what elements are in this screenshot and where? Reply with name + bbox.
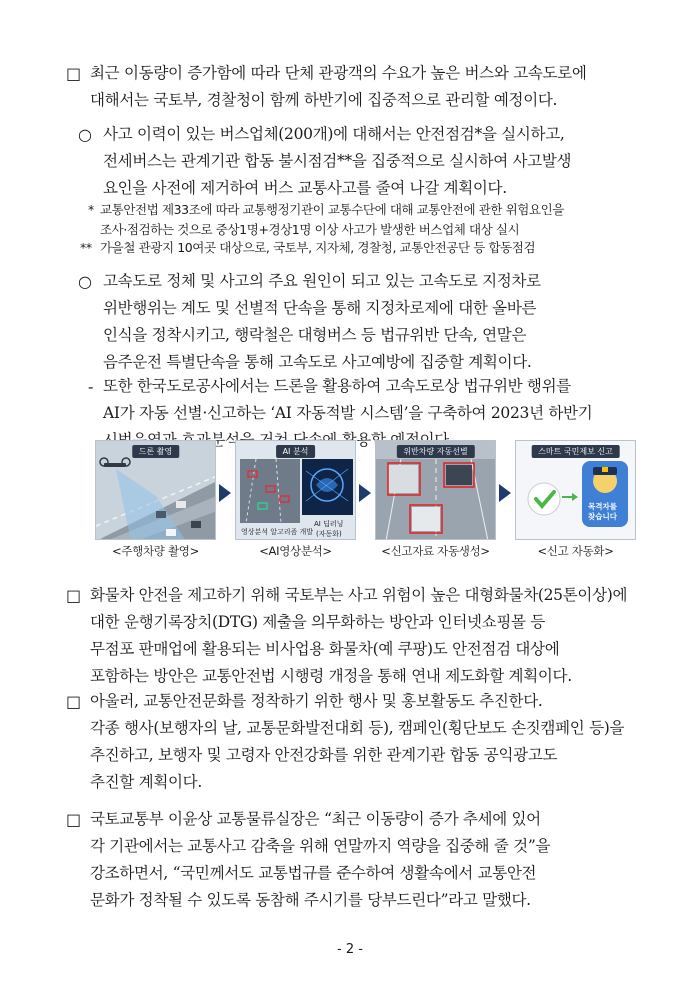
bullet-square: □	[66, 586, 82, 605]
bullet-square: □	[66, 810, 82, 829]
footnote-joint-inspection	[100, 238, 535, 258]
text-line: 음주운전 특별단속을 통해 고속도로 사고예방에 집중할 계획이다.	[103, 353, 532, 371]
label-automation: (자동화)	[316, 530, 342, 538]
text-line: 문화가 정착될 수 있도록 동참해 주시기를 당부드린다”라고 말했다.	[90, 891, 531, 909]
caption-report-generation: <신고자료 자동생성>	[381, 544, 490, 558]
footnote-marker: **	[80, 240, 92, 255]
text-line: 추진하고, 보행자 및 고령자 안전강화를 위한 관계기관 합동 공익광고도	[90, 746, 558, 764]
text-line: 무점포 판매업에 활용되는 비사업용 화물차(예 쿠팡)도 안전점검 대상에	[90, 640, 560, 658]
text-line: 조사·점검하는 것으로 중상1명+경상1명 이상 사고가 발생한 버스업체 대상 실시	[100, 222, 520, 237]
arrow-right-icon	[359, 484, 371, 502]
panel-header: AI 분석	[276, 445, 316, 458]
text-line: 대한 운행기록장치(DTG) 제출을 의무화하는 방안과 인터넷쇼핑몰 등	[90, 613, 546, 631]
text-line: 요인을 사전에 제거하여 버스 교통사고를 줄여 나갈 계획이다.	[103, 179, 507, 197]
text-line: 화물차 안전을 제고하기 위해 국토부는 사고 위험이 높은 대형화물차(25톤이상)에	[90, 586, 628, 604]
text-line: 강조하면서, “국민께서도 교통법규를 준수하여 생활속에서 교통안전	[90, 864, 537, 882]
label-witness: 목격자를	[588, 502, 617, 511]
text-line: 효과분석을 활용할	[180, 431, 386, 449]
paragraph-safety-culture	[90, 688, 624, 796]
text-line: 전세버스는 관계기관 합동 불시점검**을 집중적으로 실시하여 사고발생	[103, 152, 572, 170]
panel-ai-analysis	[235, 440, 356, 540]
caption-drone: <주행차량 촬영>	[112, 544, 199, 558]
text-line: 또한 한국도로공사에서는 드론을 활용하여 고속도로상 법규위반 행위를	[103, 377, 571, 395]
paragraph-truck-safety	[90, 582, 627, 690]
text-line: 인식을 정착시키고, 행락철은 대형버스 등 법규위반 단속, 연말은	[103, 326, 527, 344]
label-algorithm: 영상분석 알고리즘 개발	[241, 528, 314, 536]
footnote-safety-inspection	[100, 200, 564, 240]
caption-report-automation: <신고 자동화>	[537, 544, 614, 558]
panel-drone-filming	[95, 440, 216, 540]
text-line: 교통안전법 제33조에 따라 교통행정기관이 교통수단에 대해 교통안전에 관한 위험요인을	[100, 202, 564, 217]
label-deep-learning: AI 딥러닝	[314, 520, 344, 528]
bullet-dash: -	[88, 377, 94, 396]
bullet-square: □	[66, 692, 82, 711]
panel-header: 위반차량 자동선별	[396, 445, 474, 458]
ai-detection-process-figure	[95, 440, 640, 560]
text-line: 각 기관에서는 교통사고 감축을 위해 연말까지 역량을 집중해 줄 것”을	[90, 837, 551, 855]
text-line: 위반행위는 계도 및 선별적 단속을 통해 지정차로제에 대한 올바른	[103, 299, 537, 317]
label-looking-for: 찾습니다	[588, 512, 617, 521]
paragraph-bus-highway	[90, 60, 587, 114]
text-line: AI가 자동 선별·신고하는 ‘AI 자동적발 시스템’을 구축하여 2023년 하반기	[103, 404, 593, 422]
bullet-square: □	[66, 64, 82, 83]
text-line: 각종 행사(보행자의 날, 교통문화발전대회 등), 캠페인(횡단보도 손짓캠페인 등)을	[90, 719, 625, 737]
panel-header: 스마트 국민제보 신고	[531, 445, 620, 458]
text-line: 가을철 관광지 10여곳 대상으로, 국토부, 지자체, 경찰청, 교통안전공단 등 합동점검	[100, 240, 536, 255]
paragraph-director-statement	[90, 806, 550, 914]
arrow-right-icon	[219, 484, 231, 502]
panel-violation-selection	[375, 440, 496, 540]
text-line: 고속도로 정체 및 사고의 주요 원인이 되고 있는 고속도로 지정차로	[103, 272, 541, 290]
text-line: 추진할 계획이다.	[90, 773, 202, 791]
text-line: 사고 이력이 있는 버스업체(200개)에 대해서는 안전점검*을 실시하고,	[103, 125, 565, 143]
paragraph-highway-lane	[103, 268, 541, 376]
caption-ai-analysis: <AI영상분석>	[259, 544, 332, 558]
panel-smart-report	[515, 440, 636, 540]
panel-header: 드론 촬영	[132, 445, 179, 458]
text-line: 최근 이동량이 증가함에 따라 단체 관광객의 수요가 높은 버스와 고속도로에	[90, 64, 587, 82]
text-line: 포함하는 방안은 교통안전법 시행령 개정을 통해 연내 제도화할 계획이다.	[90, 667, 572, 685]
bullet-circle: ○	[78, 125, 92, 144]
arrow-right-icon	[499, 484, 511, 502]
bullet-circle: ○	[78, 272, 92, 291]
text-line: 아울러, 교통안전문화를 정착하기 위한 행사 및 홍보활동도 추진한다.	[90, 692, 543, 710]
paragraph-bus-inspection	[103, 121, 571, 202]
text-line: 대해서는 국토부, 경찰청이 함께 하반기에 집중적으로 관리할 예정이다.	[90, 91, 558, 109]
footnote-marker: *	[88, 202, 94, 217]
text-line: 국토교통부 이윤상 교통물류실장은 “최근 이동량이 증가 추세에 있어	[90, 810, 541, 828]
page-number: - 2 -	[337, 942, 363, 957]
